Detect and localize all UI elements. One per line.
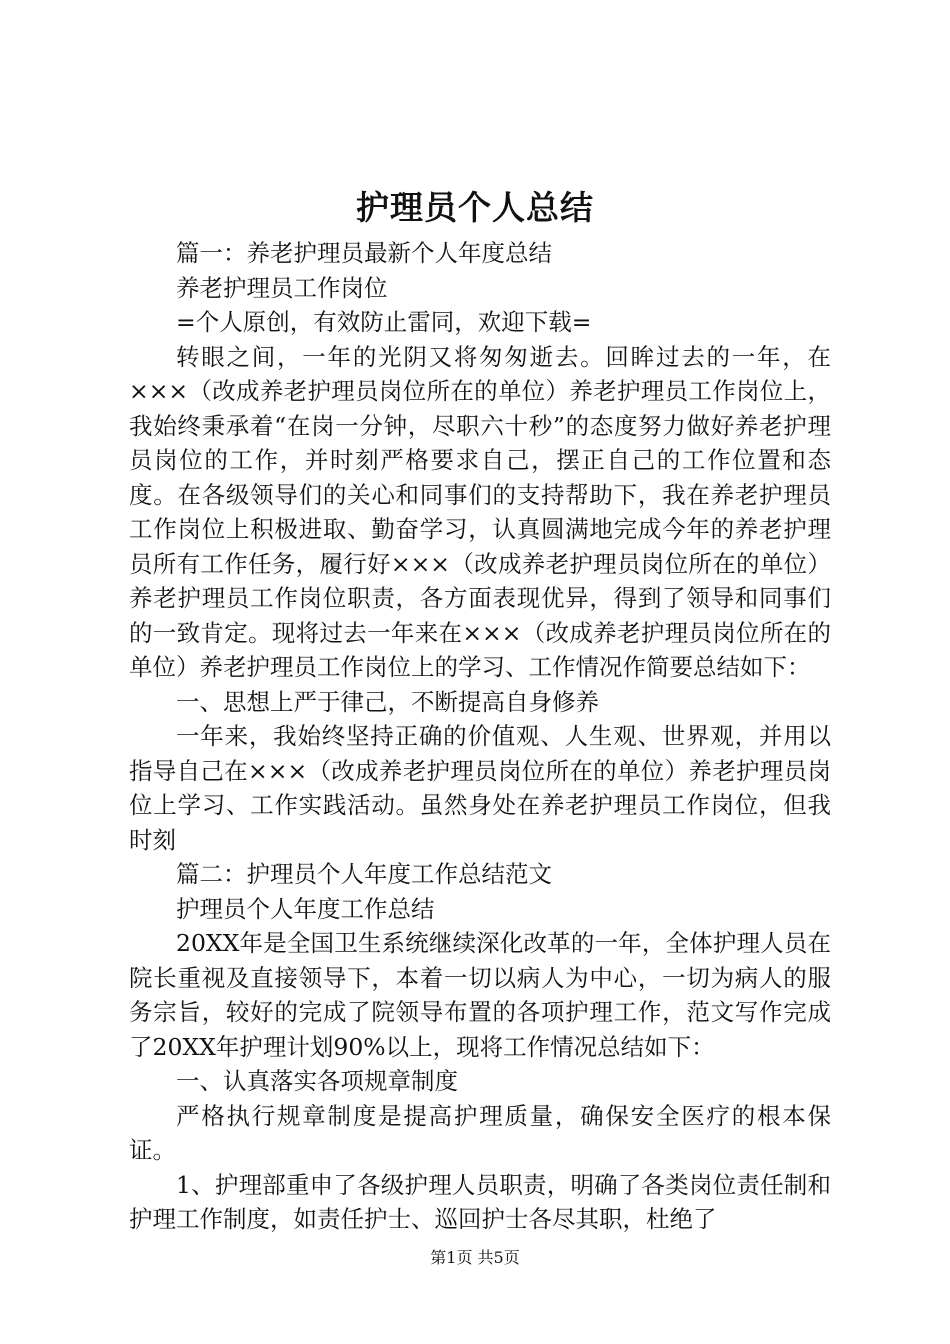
paragraph-subtitle: 护理员个人年度工作总结 xyxy=(176,894,435,923)
paragraph-body: 一年来，我始终坚持正确的价值观、人生观、世界观，并用以指导自己在×××（改成养老护理员岗位所在的单位）养老护理员岗位上学习、工作实践活动。虽然身处在养老护理员工作岗位，但我时刻 xyxy=(129,722,831,854)
page-footer: 第1页 共5页 xyxy=(430,1248,520,1267)
paragraph-section-heading: 篇一：养老护理员最新个人年度总结 xyxy=(176,239,552,267)
paragraph-body: 1、护理部重申了各级护理人员职责，明确了各类岗位责任制和护理工作制度，如责任护士、巡回护士各尽其职，杜绝了 xyxy=(129,1170,831,1233)
document-body xyxy=(129,236,831,1237)
paragraph-body: 转眼之间，一年的光阴又将匆匆逝去。回眸过去的一年，在×××（改成养老护理员岗位所在的单位）养老护理员工作岗位上，我始终秉承着“在岗一分钟，尽职六十秒”的态度努力做好养老护理员岗位的工作，并时刻严格要求自己，摆正自己的工作位置和态度。在各级领导们的关心和同事们的支持帮助下，我在养老护理员工作岗位上积极进取、勤奋学习，认真圆满地完成今年的养老护理员所有工作任务，履行好×××（改成养老护理员岗位所在的单位）养老护理员工作岗位职责，各方面表现优异，得到了领导和同事们的一致肯定。现将过去一年来在×××（改成养老护理员岗位所在的单位）养老护理员工作岗位上的学习、工作情况作简要总结如下： xyxy=(129,342,831,681)
paragraph-heading: 一、思想上严于律己，不断提高自身修养 xyxy=(176,687,599,716)
paragraph-body: 严格执行规章制度是提高护理质量，确保安全医疗的根本保证。 xyxy=(129,1101,831,1164)
paragraph-heading: 一、认真落实各项规章制度 xyxy=(176,1067,458,1095)
paragraph-subtitle: 养老护理员工作岗位 xyxy=(176,273,388,302)
paragraph-body: 20XX年是全国卫生系统继续深化改革的一年，全体护理人员在院长重视及直接领导下，本着一切以病人为中心，一切为病人的服务宗旨，较好的完成了院领导布置的各项护理工作，范文写作完成了20XX年护理计划90%以上，现将工作情况总结如下： xyxy=(129,929,831,1061)
document-title: 护理员个人总结 xyxy=(356,188,594,227)
paragraph-note: =个人原创，有效防止雷同，欢迎下载= xyxy=(176,308,592,336)
paragraph-section-heading: 篇二：护理员个人年度工作总结范文 xyxy=(176,860,552,888)
